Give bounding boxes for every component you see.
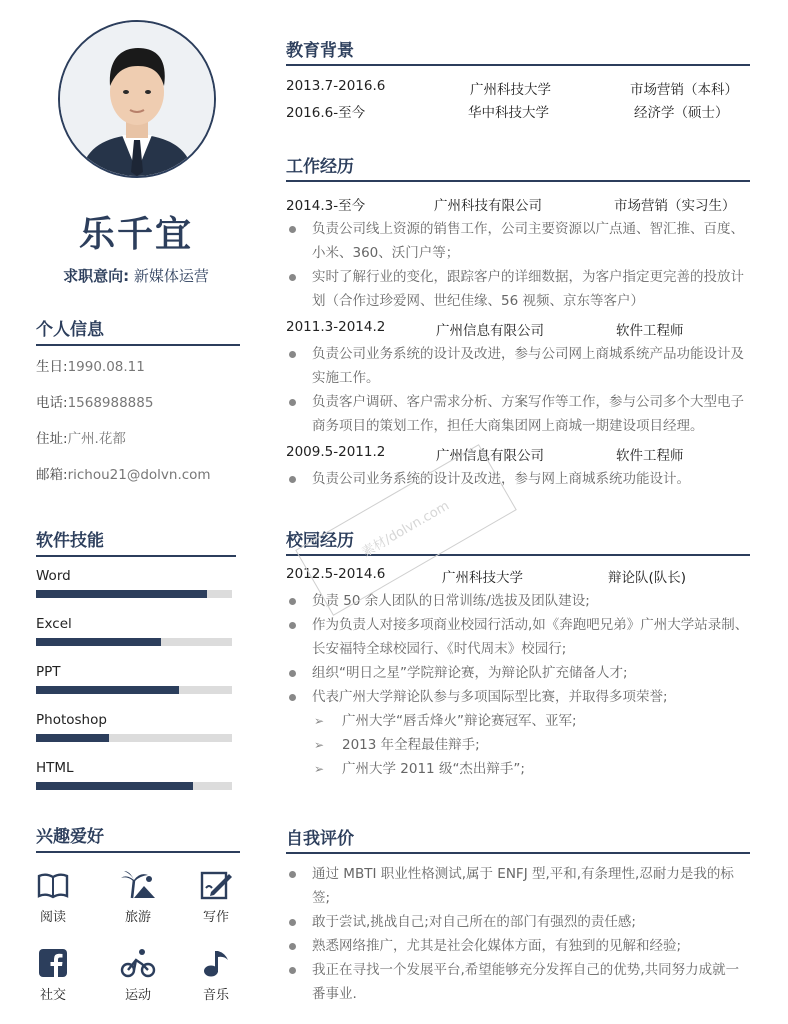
job-role: 软件工程师 [616, 448, 684, 464]
hobby-social [25, 948, 81, 1003]
hobby-label: 旅游 [124, 910, 151, 925]
music-note-icon [201, 948, 231, 978]
hobby-music [188, 948, 244, 1003]
info-label: 生日: [36, 359, 68, 375]
edu-school: 华中科技大学 [468, 105, 549, 121]
hobby-label: 社交 [39, 988, 66, 1003]
skill-bar-fill [36, 590, 207, 598]
writing-icon [199, 870, 233, 900]
skill-item [36, 712, 232, 760]
job-intent [36, 265, 236, 286]
section-title-self-eval: 自我评价 [286, 824, 750, 854]
job-bullet: 实时了解行业的变化，跟踪客户的详细数据，为客户指定更完善的投放计划（合作过珍爱网、世纪佳缘、56 视频、京东等客户） [286, 265, 750, 313]
skill-item [36, 568, 232, 616]
self-eval-bullet: 我正在寻找一个发展平台,希望能够充分发挥自己的优势,共同努力成就一番事业. [286, 958, 750, 1006]
education-row [286, 78, 750, 101]
watermark: 素材/dolvn.com [295, 444, 517, 616]
skill-name: Word [36, 568, 71, 584]
edu-major: 经济学（硕士） [634, 105, 729, 121]
campus-bullet: 代表广州大学辩论队参与多项国际型比赛，并取得多项荣誉; [286, 685, 750, 709]
self-eval-list [286, 862, 750, 1006]
personal-info-list [36, 358, 240, 502]
skill-item [36, 664, 232, 712]
hobby-label: 阅读 [39, 910, 66, 925]
info-row-email [36, 466, 240, 502]
campus-bullet: 作为负责人对接多项商业校园行活动,如《奔跑吧兄弟》广州大学站录制、长安福特全球校园行、《时代周末》校园行; [286, 613, 750, 661]
skills-list [36, 568, 232, 808]
skill-item [36, 760, 232, 808]
job-period: 2009.5-2011.2 [286, 444, 386, 460]
skill-bar-track [36, 686, 232, 694]
hobby-travel [110, 870, 166, 925]
campus-bullet: 组织“明日之星”学院辩论赛，为辩论队扩充储备人才; [286, 661, 750, 685]
job-period: 2014.3-至今 [286, 198, 366, 214]
campus-period: 2012.5-2014.6 [286, 566, 386, 582]
campus-sub-item: ➢ 广州大学 2011 级“杰出辩手”; [286, 757, 750, 781]
skill-name: Photoshop [36, 712, 107, 728]
job-company: 广州信息有限公司 [436, 448, 544, 464]
cycling-icon [120, 948, 156, 978]
job-header [286, 194, 750, 217]
campus-sub-item: ➢ 2013 年全程最佳辩手; [286, 733, 750, 757]
hobby-label: 音乐 [202, 988, 229, 1003]
skill-name: Excel [36, 616, 72, 632]
skill-bar-track [36, 782, 232, 790]
job-role: 软件工程师 [616, 323, 684, 339]
hobby-sports [110, 948, 166, 1003]
job-company: 广州科技有限公司 [434, 198, 542, 214]
self-eval-bullet: 敢于尝试,挑战自己;对自己所在的部门有强烈的责任感; [286, 910, 750, 934]
edu-major: 市场营销（本科） [630, 82, 738, 98]
skill-name: PPT [36, 664, 61, 680]
campus-role: 辩论队(队长) [608, 570, 687, 586]
skill-bar-fill [36, 638, 161, 646]
job-role: 市场营销（实习生） [614, 198, 736, 214]
info-value: 1990.08.11 [67, 359, 145, 375]
campus-bullet: 负责 50 余人团队的日常训练/选拔及团队建设; [286, 589, 750, 613]
job-header [286, 444, 750, 467]
campus-org: 广州科技大学 [442, 570, 523, 586]
section-title-campus: 校园经历 [286, 526, 750, 556]
info-value: richou21@dolvn.com [67, 467, 211, 483]
self-eval-bullet: 通过 MBTI 职业性格测试,属于 ENFJ 型,平和,有条理性,忍耐力是我的标签; [286, 862, 750, 910]
book-icon [36, 870, 70, 900]
skill-bar-fill [36, 782, 193, 790]
skill-bar-fill [36, 734, 109, 742]
job-company: 广州信息有限公司 [436, 323, 544, 339]
avatar [60, 22, 214, 176]
section-title-personal: 个人信息 [36, 315, 240, 346]
job-bullet: 负责客户调研、客户需求分析、方案写作等工作，参与公司多个大型电子商务项目的策划工作，担任大商集团网上商城一期建设项目经理。 [286, 390, 750, 438]
skill-bar-fill [36, 686, 179, 694]
job-intent-value: 新媒体运营 [133, 267, 209, 285]
section-title-work: 工作经历 [286, 152, 750, 182]
skill-bar-track [36, 638, 232, 646]
edu-period: 2013.7-2016.6 [286, 78, 386, 94]
palm-tree-icon [120, 870, 156, 900]
work-list [286, 194, 750, 491]
candidate-name: 乐千宜 [78, 214, 193, 255]
info-row-birthday [36, 358, 240, 394]
hobby-reading [25, 870, 81, 925]
hobby-label: 运动 [124, 988, 151, 1003]
campus-sub-item: ➢ 广州大学“唇舌烽火”辩论赛冠军、亚军; [286, 709, 750, 733]
job-header [286, 319, 750, 342]
job-period: 2011.3-2014.2 [286, 319, 386, 335]
skill-name: HTML [36, 760, 74, 776]
skill-item [36, 616, 232, 664]
facebook-icon [38, 948, 68, 978]
info-value: 广州.花都 [67, 431, 126, 447]
job-bullet: 负责公司业务系统的设计及改进，参与公司网上商城系统产品功能设计及实施工作。 [286, 342, 750, 390]
job-intent-label: 求职意向: [63, 267, 130, 285]
job-bullet: 负责公司业务系统的设计及改进，参与网上商城系统功能设计。 [286, 467, 750, 491]
info-row-address [36, 430, 240, 466]
edu-school: 广州科技大学 [470, 82, 551, 98]
section-title-skills: 软件技能 [36, 526, 236, 557]
info-label: 电话: [36, 395, 68, 411]
info-value: 1568988885 [67, 395, 154, 411]
job-bullet: 负责公司线上资源的销售工作，公司主要资源以广点通、智汇推、百度、小米、360、沃门户等； [286, 217, 750, 265]
self-eval-bullet: 熟悉网络推广，尤其是社会化媒体方面，有独到的见解和经验; [286, 934, 750, 958]
profile-photo [58, 20, 216, 178]
skill-bar-track [36, 590, 232, 598]
education-list [286, 78, 750, 124]
edu-period: 2016.6-至今 [286, 105, 366, 121]
info-label: 邮箱: [36, 467, 68, 483]
hobby-writing [188, 870, 244, 925]
education-row [286, 101, 750, 124]
hobby-label: 写作 [202, 910, 229, 925]
section-title-education: 教育背景 [286, 36, 750, 66]
skill-bar-track [36, 734, 232, 742]
info-row-phone [36, 394, 240, 430]
info-label: 住址: [36, 431, 68, 447]
section-title-hobbies: 兴趣爱好 [36, 822, 240, 853]
